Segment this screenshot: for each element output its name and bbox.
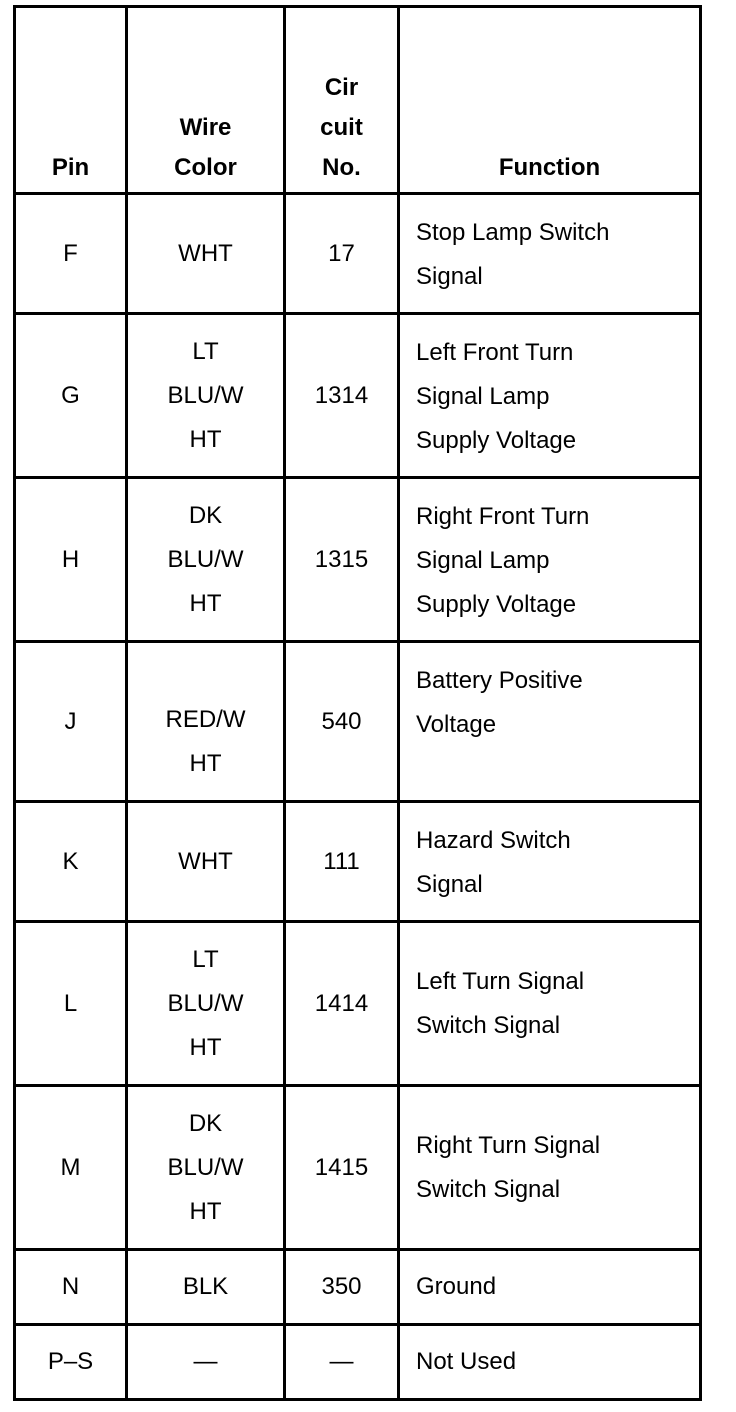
- cell-pin: G: [15, 314, 127, 478]
- wire-color-line: WHT: [178, 239, 233, 267]
- wire-color-line: DK: [188, 501, 223, 529]
- cell-wire-color: [127, 194, 285, 314]
- wire-color-line: HT: [189, 1197, 222, 1225]
- wire-color-line: LT: [192, 337, 219, 365]
- header-pin-line: Pin: [51, 154, 90, 181]
- wire-color-line: BLU/W: [167, 545, 244, 573]
- wire-color-line: BLU/W: [167, 989, 244, 1017]
- header-circuit-line: No.: [322, 154, 361, 181]
- function-line: Ground: [416, 1273, 497, 1300]
- cell-function: [399, 1325, 701, 1400]
- function-line: Signal: [416, 263, 483, 290]
- function-line: Left Turn Signal: [416, 967, 585, 995]
- cell-pin: F: [15, 194, 127, 314]
- cell-circuit: 350: [285, 1250, 399, 1325]
- cell-circuit: 1414: [285, 922, 399, 1086]
- cell-circuit: 1315: [285, 478, 399, 642]
- table-row: [15, 314, 701, 478]
- wire-color-line: WHT: [178, 847, 233, 875]
- cell-wire-color: [127, 802, 285, 922]
- cell-pin: L: [15, 922, 127, 1086]
- function-line: Supply Voltage: [416, 591, 577, 618]
- wire-color-line: BLU/W: [167, 381, 244, 409]
- cell-pin: H: [15, 478, 127, 642]
- cell-function: [399, 802, 701, 922]
- wire-color-line: HT: [189, 750, 222, 777]
- cell-pin: K: [15, 802, 127, 922]
- function-line: Right Turn Signal: [416, 1131, 601, 1159]
- cell-circuit: 540: [285, 642, 399, 802]
- wire-color-line: —: [193, 1348, 218, 1375]
- header-wire-color-line: Color: [174, 154, 237, 181]
- header-function-line: Function: [498, 154, 601, 181]
- table-row: [15, 1325, 701, 1400]
- table-row: [15, 802, 701, 922]
- cell-wire-color: [127, 642, 285, 802]
- cell-function: [399, 1086, 701, 1250]
- function-line: Right Front Turn: [416, 503, 590, 530]
- table-row: [15, 478, 701, 642]
- table-row: [15, 194, 701, 314]
- function-line: Stop Lamp Switch: [416, 219, 610, 246]
- function-line: Signal Lamp: [416, 547, 550, 574]
- table-row: [15, 1086, 701, 1250]
- function-line: Signal: [416, 871, 483, 898]
- cell-circuit: —: [285, 1325, 399, 1400]
- wire-color-line: HT: [189, 425, 222, 453]
- function-line: Switch Signal: [416, 1175, 561, 1203]
- cell-pin: J: [15, 642, 127, 802]
- header-wire-color: [127, 7, 285, 194]
- wire-color-line: RED/W: [165, 706, 246, 733]
- header-row: [15, 7, 701, 194]
- function-line: Left Front Turn: [416, 339, 574, 366]
- function-line: Switch Signal: [416, 1011, 561, 1039]
- cell-wire-color: [127, 1250, 285, 1325]
- cell-function: [399, 478, 701, 642]
- wire-color-line: DK: [188, 1109, 223, 1137]
- function-line: Battery Positive: [416, 667, 583, 694]
- function-line: Voltage: [416, 711, 497, 738]
- wire-color-line: BLU/W: [167, 1153, 244, 1181]
- table-header: [15, 7, 701, 194]
- wire-color-line: HT: [189, 589, 222, 617]
- header-wire-color-line: Wire: [179, 114, 232, 141]
- cell-function: [399, 1250, 701, 1325]
- function-line: Signal Lamp: [416, 383, 550, 410]
- wire-color-line: HT: [189, 1033, 222, 1061]
- cell-function: [399, 922, 701, 1086]
- cell-circuit: 17: [285, 194, 399, 314]
- table-row: [15, 1250, 701, 1325]
- function-line: Hazard Switch: [416, 827, 571, 854]
- cell-wire-color: [127, 314, 285, 478]
- cell-wire-color: [127, 1325, 285, 1400]
- cell-circuit: 1314: [285, 314, 399, 478]
- cell-circuit: 111: [285, 802, 399, 922]
- cell-pin: P–S: [15, 1325, 127, 1400]
- header-circuit-no: [285, 7, 399, 194]
- cell-function: [399, 642, 701, 802]
- cell-wire-color: [127, 1086, 285, 1250]
- cell-function: [399, 194, 701, 314]
- wire-color-line: BLK: [182, 1273, 229, 1300]
- function-line: Not Used: [416, 1348, 517, 1375]
- cell-circuit: 1415: [285, 1086, 399, 1250]
- cell-function: [399, 314, 701, 478]
- function-line: Supply Voltage: [416, 427, 577, 454]
- wire-color-line: LT: [192, 945, 219, 973]
- header-pin: [15, 7, 127, 194]
- header-circuit-line: Cir: [324, 74, 359, 101]
- header-circuit-line: cuit: [320, 114, 363, 141]
- cell-pin: M: [15, 1086, 127, 1250]
- pin-table: [13, 5, 702, 1401]
- table-body: [15, 194, 701, 1400]
- table-row: [15, 922, 701, 1086]
- cell-pin: N: [15, 1250, 127, 1325]
- cell-wire-color: [127, 478, 285, 642]
- table-row: [15, 642, 701, 802]
- header-function: [399, 7, 701, 194]
- cell-wire-color: [127, 922, 285, 1086]
